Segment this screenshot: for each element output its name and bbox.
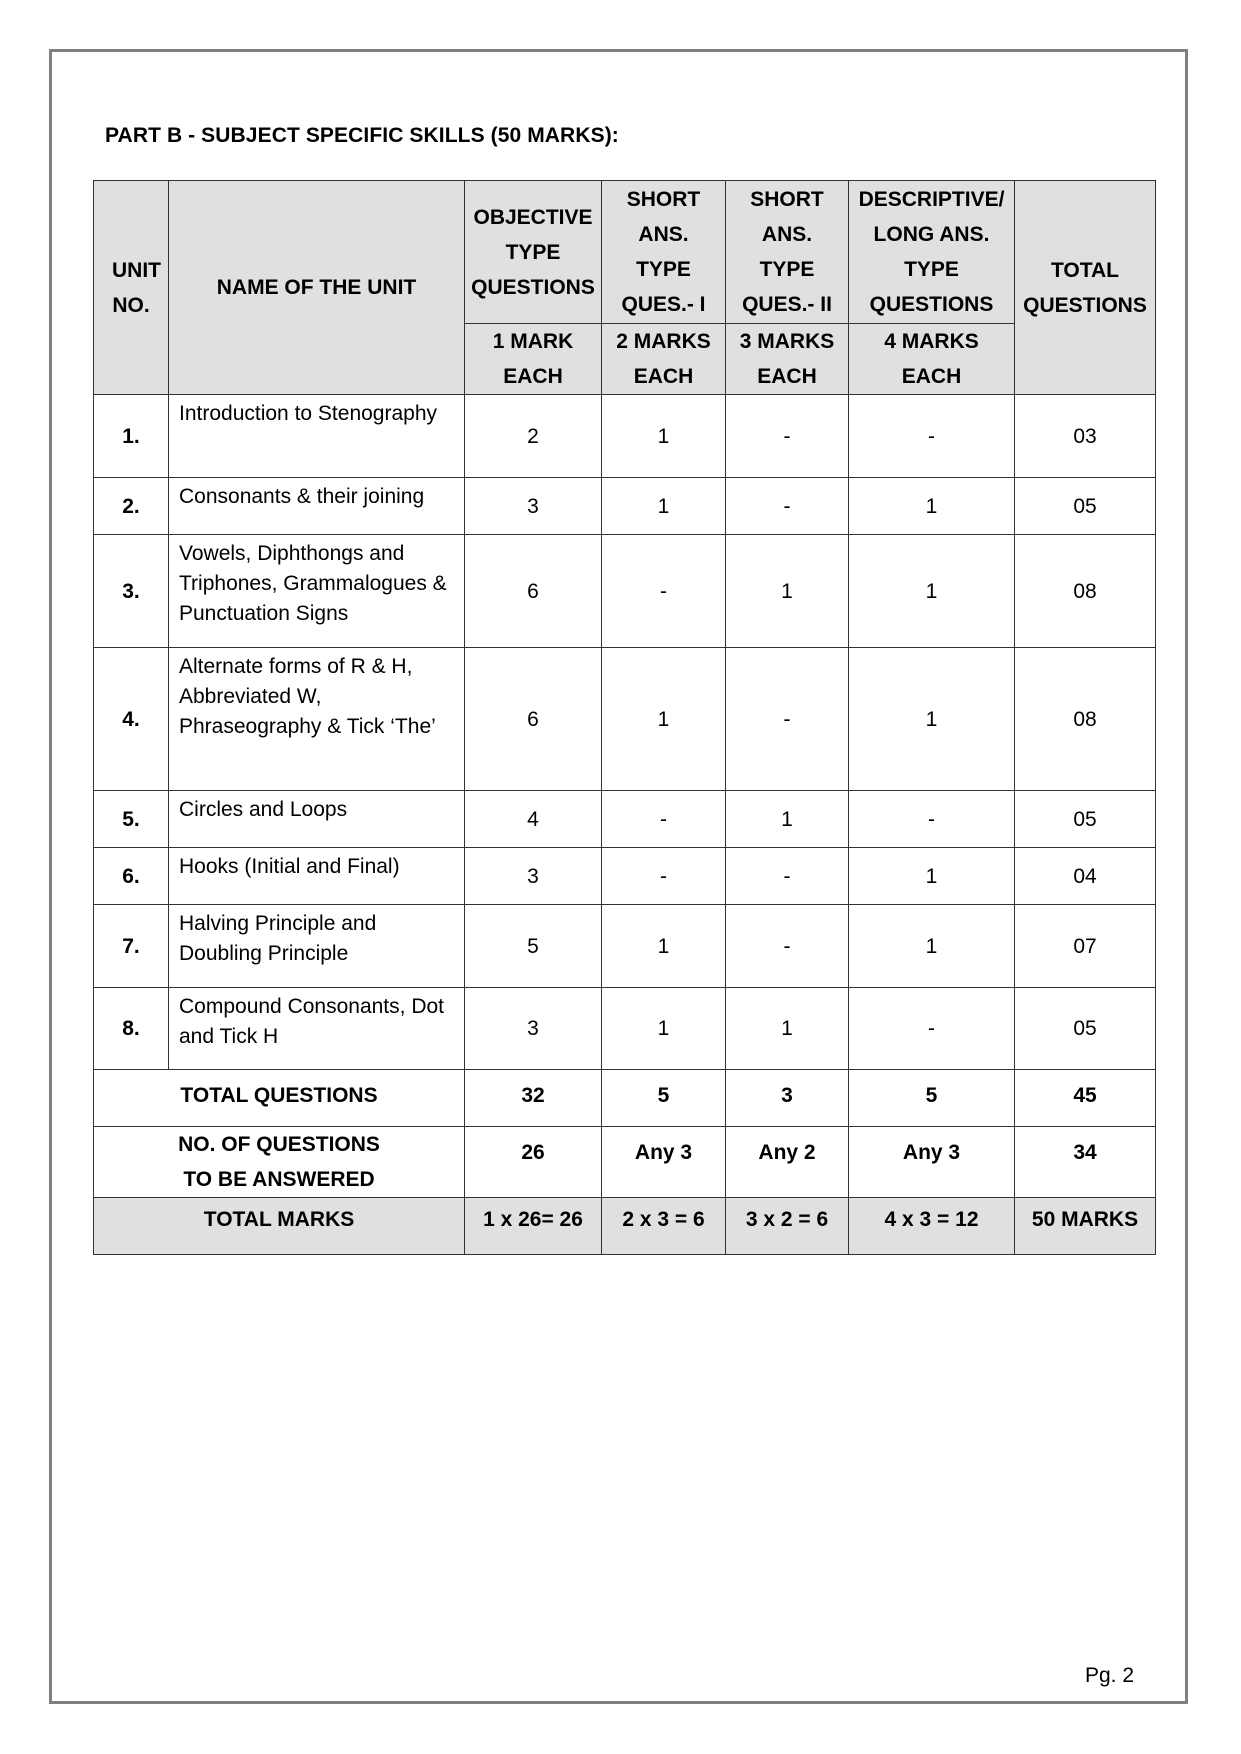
total-short1: 5 [602, 1070, 726, 1127]
objective-count: 2 [465, 395, 602, 478]
header-long-answer: DESCRIPTIVE/ LONG ANS. TYPE QUESTIONS [849, 181, 1015, 324]
marks-total: 50 MARKS [1015, 1198, 1156, 1255]
total-count: 04 [1015, 848, 1156, 905]
total-all: 45 [1015, 1070, 1156, 1127]
objective-count: 5 [465, 905, 602, 988]
total-long: 5 [849, 1070, 1015, 1127]
total-marks-row [94, 1198, 1156, 1255]
header-objective: OBJECTIVE TYPE QUESTIONS [465, 181, 602, 324]
answer-short1: Any 3 [602, 1127, 726, 1198]
unit-number: 6. [94, 848, 169, 905]
short1-count: - [602, 791, 726, 848]
unit-name: Compound Consonants, Dot and Tick H [169, 988, 465, 1070]
marks-objective: 1 x 26= 26 [465, 1198, 602, 1255]
long-count: 1 [849, 848, 1015, 905]
objective-count: 3 [465, 478, 602, 535]
table-row [94, 648, 1156, 791]
unit-name: Halving Principle and Doubling Principle [169, 905, 465, 988]
unit-name: Vowels, Diphthongs and Triphones, Grammalogues & Punctuation Signs [169, 535, 465, 648]
header-marks-short-1: 2 MARKS EACH [602, 324, 726, 395]
table-row [94, 988, 1156, 1070]
answer-short2: Any 2 [726, 1127, 849, 1198]
header-total-questions: TOTAL QUESTIONS [1015, 181, 1156, 395]
total-count: 08 [1015, 535, 1156, 648]
to-be-answered-label-line-1: NO. OF QUESTIONS [178, 1133, 380, 1156]
header-short-answer-2: SHORT ANS. TYPE QUES.- II [726, 181, 849, 324]
marks-distribution-table [93, 180, 1156, 1255]
long-count: 1 [849, 478, 1015, 535]
long-count: 1 [849, 535, 1015, 648]
unit-number: 1. [94, 395, 169, 478]
table-row [94, 905, 1156, 988]
marks-short2: 3 x 2 = 6 [726, 1198, 849, 1255]
table-row [94, 791, 1156, 848]
short2-count: - [726, 905, 849, 988]
total-count: 08 [1015, 648, 1156, 791]
short2-count: - [726, 478, 849, 535]
objective-count: 4 [465, 791, 602, 848]
unit-name: Hooks (Initial and Final) [169, 848, 465, 905]
short1-count: 1 [602, 395, 726, 478]
total-questions-label: TOTAL QUESTIONS [94, 1070, 465, 1127]
total-short2: 3 [726, 1070, 849, 1127]
unit-name: Circles and Loops [169, 791, 465, 848]
objective-count: 3 [465, 848, 602, 905]
short2-count: - [726, 848, 849, 905]
unit-number: 5. [94, 791, 169, 848]
long-count: - [849, 791, 1015, 848]
total-objective: 32 [465, 1070, 602, 1127]
header-unit-no: UNIT NO. [94, 181, 169, 395]
short1-count: - [602, 535, 726, 648]
marks-short1: 2 x 3 = 6 [602, 1198, 726, 1255]
short1-count: 1 [602, 905, 726, 988]
total-marks-label: TOTAL MARKS [94, 1198, 465, 1255]
unit-number: 8. [94, 988, 169, 1070]
short2-count: 1 [726, 535, 849, 648]
header-marks-short-2: 3 MARKS EACH [726, 324, 849, 395]
short1-count: 1 [602, 988, 726, 1070]
short2-count: 1 [726, 988, 849, 1070]
short1-count: 1 [602, 648, 726, 791]
header-unit-name: NAME OF THE UNIT [169, 181, 465, 395]
table-row [94, 395, 1156, 478]
total-count: 05 [1015, 478, 1156, 535]
total-count: 03 [1015, 395, 1156, 478]
short2-count: - [726, 395, 849, 478]
total-count: 05 [1015, 988, 1156, 1070]
unit-number: 2. [94, 478, 169, 535]
unit-name: Introduction to Stenography [169, 395, 465, 478]
answer-long: Any 3 [849, 1127, 1015, 1198]
table-row [94, 535, 1156, 648]
header-marks-objective: 1 MARK EACH [465, 324, 602, 395]
marks-long: 4 x 3 = 12 [849, 1198, 1015, 1255]
unit-number: 4. [94, 648, 169, 791]
table-row [94, 848, 1156, 905]
long-count: 1 [849, 648, 1015, 791]
to-be-answered-label [94, 1127, 465, 1198]
table-row [94, 478, 1156, 535]
long-count: - [849, 395, 1015, 478]
answer-total: 34 [1015, 1127, 1156, 1198]
objective-count: 3 [465, 988, 602, 1070]
unit-number: 3. [94, 535, 169, 648]
unit-name: Consonants & their joining [169, 478, 465, 535]
section-heading: PART B - SUBJECT SPECIFIC SKILLS (50 MARKS): [105, 124, 619, 147]
total-questions-row [94, 1070, 1156, 1127]
short1-count: - [602, 848, 726, 905]
to-be-answered-row [94, 1127, 1156, 1198]
short1-count: 1 [602, 478, 726, 535]
unit-name: Alternate forms of R & H, Abbreviated W, Phraseography & Tick ‘The’ [169, 648, 465, 791]
to-be-answered-label-line-2: TO BE ANSWERED [183, 1168, 375, 1191]
total-count: 07 [1015, 905, 1156, 988]
long-count: 1 [849, 905, 1015, 988]
total-count: 05 [1015, 791, 1156, 848]
page-number: Pg. 2 [1085, 1664, 1135, 1687]
short2-count: 1 [726, 791, 849, 848]
short2-count: - [726, 648, 849, 791]
long-count: - [849, 988, 1015, 1070]
unit-number: 7. [94, 905, 169, 988]
objective-count: 6 [465, 535, 602, 648]
header-short-answer-1: SHORT ANS. TYPE QUES.- I [602, 181, 726, 324]
objective-count: 6 [465, 648, 602, 791]
header-marks-long: 4 MARKS EACH [849, 324, 1015, 395]
answer-objective: 26 [465, 1127, 602, 1198]
